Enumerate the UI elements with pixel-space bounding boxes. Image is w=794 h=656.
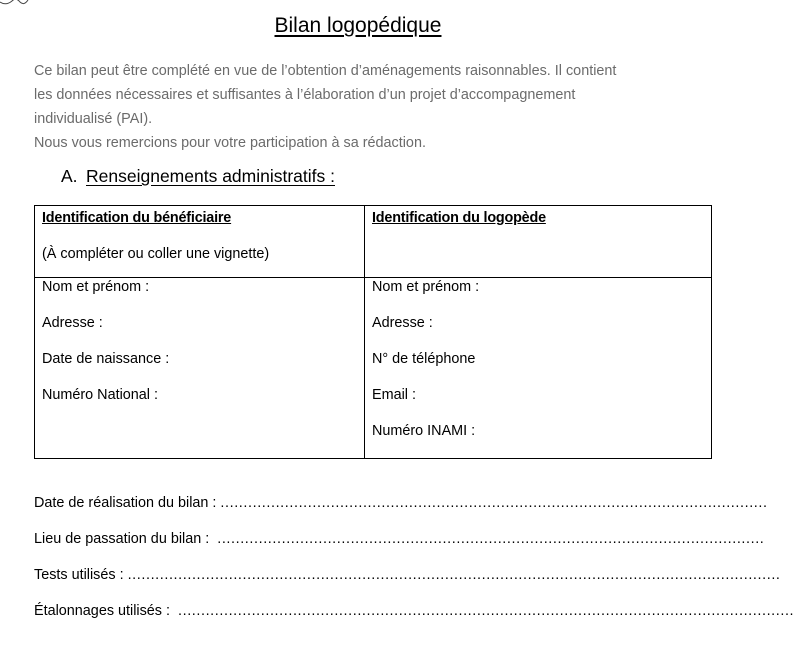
speech-therapist-header: Identification du logopède bbox=[372, 210, 546, 226]
intro-line: individualisé (PAI). bbox=[34, 111, 153, 127]
beneficiary-header: Identification du bénéficiaire bbox=[42, 210, 232, 226]
document-title: Bilan logopédique bbox=[274, 14, 442, 37]
table-body-row bbox=[35, 278, 712, 459]
beneficiary-address-field: Adresse : bbox=[42, 315, 103, 331]
speech-therapist-fields-cell[interactable] bbox=[365, 278, 712, 459]
therapist-inami-field: Numéro INAMI : bbox=[372, 423, 476, 439]
administrative-info-table bbox=[34, 205, 712, 459]
beneficiary-fields-cell[interactable] bbox=[35, 278, 365, 459]
beneficiary-name-field: Nom et prénom : bbox=[42, 279, 150, 295]
assessment-location-blank[interactable]: ....................................................................................................................... bbox=[217, 531, 765, 547]
therapist-email-field: Email : bbox=[372, 387, 416, 403]
section-label: Renseignements administratifs : bbox=[86, 166, 335, 186]
decorative-curl-icon bbox=[0, 0, 30, 8]
assessment-date-blank[interactable]: ....................................................................................................................... bbox=[220, 495, 768, 511]
assessment-location-field[interactable] bbox=[34, 530, 765, 548]
speech-therapist-header-cell bbox=[365, 206, 712, 278]
beneficiary-national-number-field: Numéro National : bbox=[42, 387, 158, 403]
norms-used-blank[interactable]: ...................................................................................................................................... bbox=[178, 603, 794, 619]
therapist-phone-field: N° de téléphone bbox=[372, 351, 476, 367]
beneficiary-header-cell bbox=[35, 206, 365, 278]
section-heading bbox=[61, 166, 335, 187]
section-number: A. bbox=[61, 166, 78, 186]
norms-used-label: Étalonnages utilisés : bbox=[34, 603, 174, 619]
intro-line: Nous vous remercions pour votre participation à sa rédaction. bbox=[34, 135, 426, 151]
table-header-row bbox=[35, 206, 712, 278]
therapist-address-field: Adresse : bbox=[372, 315, 433, 331]
intro-line: Ce bilan peut être complété en vue de l’obtention d’aménagements raisonnables. Il contient bbox=[34, 63, 617, 79]
norms-used-field[interactable] bbox=[34, 602, 794, 620]
assessment-date-label: Date de réalisation du bilan : bbox=[34, 495, 217, 511]
tests-used-field[interactable] bbox=[34, 566, 781, 584]
beneficiary-note: (À compléter ou coller une vignette) bbox=[42, 246, 270, 262]
intro-line: les données nécessaires et suffisantes à l’élaboration d’un projet d’accompagnement bbox=[34, 87, 576, 103]
therapist-name-field: Nom et prénom : bbox=[372, 279, 480, 295]
intro-paragraph bbox=[34, 59, 694, 155]
assessment-date-field[interactable] bbox=[34, 494, 768, 512]
beneficiary-birthdate-field: Date de naissance : bbox=[42, 351, 170, 367]
tests-used-blank[interactable]: .............................................................................................................................................. bbox=[127, 567, 781, 583]
assessment-location-label: Lieu de passation du bilan : bbox=[34, 531, 214, 547]
tests-used-label: Tests utilisés : bbox=[34, 567, 124, 583]
